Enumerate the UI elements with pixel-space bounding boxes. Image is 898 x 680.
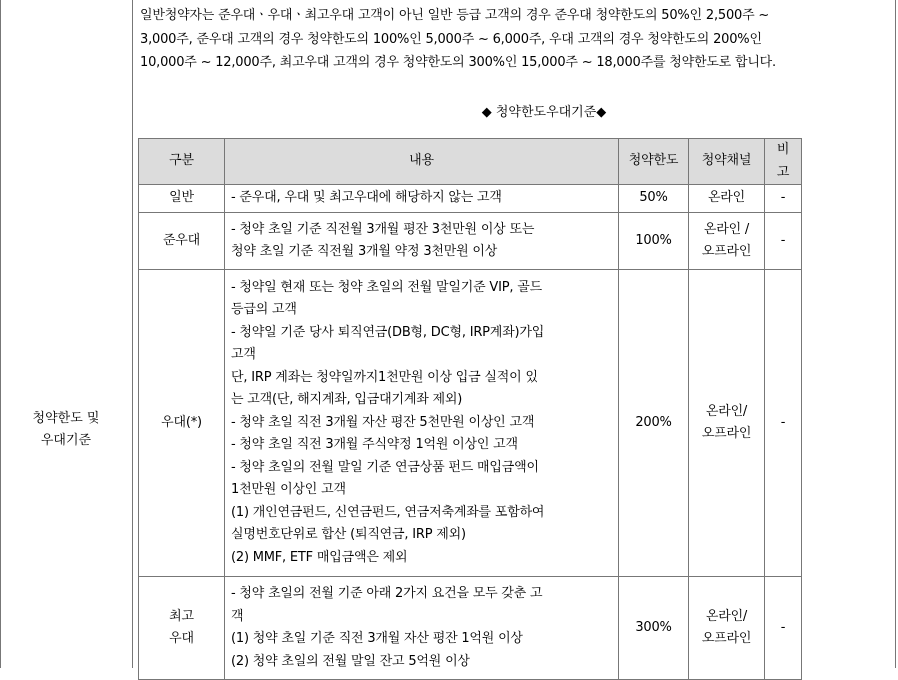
table-row <box>139 213 802 270</box>
table-header-row <box>139 139 802 185</box>
row-category: 최고 우대 <box>139 577 225 680</box>
row-category: 일반 <box>139 185 225 213</box>
row-limit: 200% <box>619 270 689 577</box>
row-channel: 온라인 / 오프라인 <box>689 213 765 270</box>
row-channel: 온라인/ 오프라인 <box>689 270 765 577</box>
row-content: - 청약일 현재 또는 청약 초일의 전월 말일기준 VIP, 골드 등급의 고객 - 청약일 기준 당사 퇴직연금(DB형, DC형, IRP계좌)가입 고객 단, IRP 계좌는 청약일까지1천만원 이상 입금 실적이 있 는 고객(단, 해지계좌, 입금대기계좌 제외) - 청약 초일 직전 3개월 자산 평잔 5천만원 이상인 고객 - 청약 초일 직전 3개월 주식약정 1억원 이상인 고객 - 청약 초일의 전월 말일 기준 연금상품 펀드 매입금액이 1천만원 이상인 고객 (1) 개인연금펀드, 신연금펀드, 연금저축계좌를 포함하여 실명번호단위로 합산 (퇴직연금, IRP 제외) (2) MMF, ETF 매입금액은 제외 <box>225 270 619 577</box>
table-row <box>139 577 802 680</box>
row-note: - <box>765 185 802 213</box>
table-row <box>139 270 802 577</box>
row-category: 준우대 <box>139 213 225 270</box>
row-content: - 준우대, 우대 및 최고우대에 해당하지 않는 고객 <box>225 185 619 213</box>
row-channel: 온라인/ 오프라인 <box>689 577 765 680</box>
row-note: - <box>765 213 802 270</box>
header-limit: 청약한도 <box>619 139 689 185</box>
row-label: 청약한도 및 우대기준 <box>32 411 100 448</box>
header-channel: 청약채널 <box>689 139 765 185</box>
header-note: 비고 <box>765 139 802 185</box>
row-content: - 청약 초일 기준 직전월 3개월 평잔 3천만원 이상 또는 청약 초일 기준 직전월 3개월 약정 3천만원 이상 <box>225 213 619 270</box>
row-channel: 온라인 <box>689 185 765 213</box>
table-caption: ◆ 청약한도우대기준◆ <box>481 105 607 120</box>
limit-table <box>138 138 802 680</box>
row-limit: 50% <box>619 185 689 213</box>
column-divider <box>132 0 133 668</box>
row-limit: 100% <box>619 213 689 270</box>
row-note: - <box>765 270 802 577</box>
intro-paragraph: 일반청약자는 준우대ㆍ우대ㆍ최고우대 고객이 아닌 일반 등급 고객의 경우 준우대 청약한도의 50%인 2,500주 ~ 3,000주, 준우대 고객의 경우 청약한도의 100%인 5,000주 ~ 6,000주, 우대 고객의 경우 청약한도의 200%인 10,000주 ~ 12,000주, 최고우대 고객의 경우 청약한도의 300%인 15,000주 ~ 18,000주를 청약한도로 합니다. <box>140 8 776 70</box>
header-content: 내용 <box>225 139 619 185</box>
row-content: - 청약 초일의 전월 기준 아래 2가지 요건을 모두 갖춘 고 객 (1) 청약 초일 기준 직전 3개월 자산 평잔 1억원 이상 (2) 청약 초일의 전월 말일 잔고 5억원 이상 <box>225 577 619 680</box>
row-limit: 300% <box>619 577 689 680</box>
row-category: 우대(*) <box>139 270 225 577</box>
header-category: 구분 <box>139 139 225 185</box>
row-note: - <box>765 577 802 680</box>
table-row <box>139 185 802 213</box>
